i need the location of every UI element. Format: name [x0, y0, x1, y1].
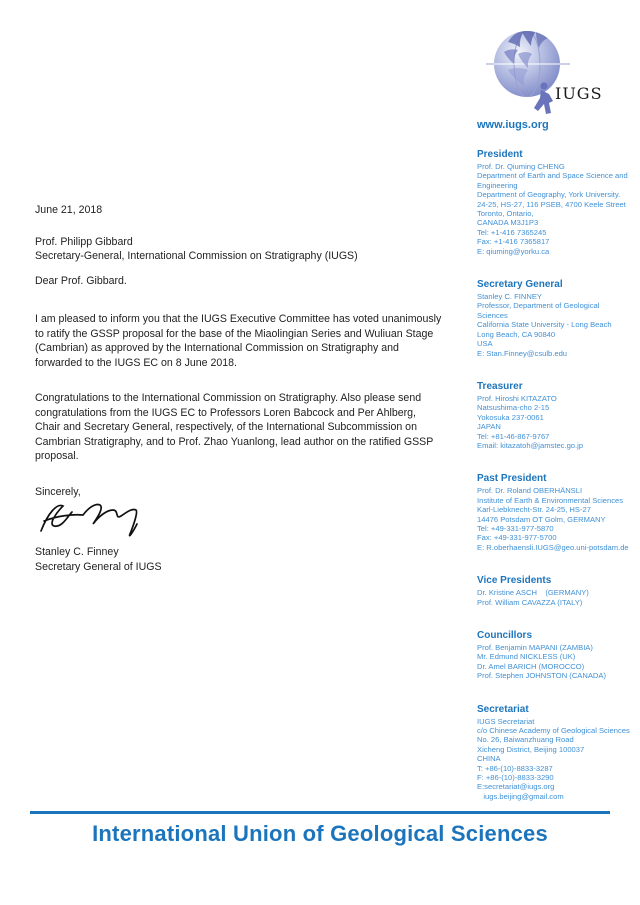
signature-image [37, 495, 155, 541]
sidebar-section-title: Secretariat [477, 703, 529, 715]
sidebar-line: iugs.beijing@gmail.com [477, 791, 564, 801]
letter-date: June 21, 2018 [35, 204, 103, 216]
sidebar-line: Tel: +81-46-867-9767 [477, 431, 550, 441]
sidebar-line: IUGS Secretariat [477, 716, 535, 726]
sidebar-line: Email: kitazatoh@jamstec.go.jp [477, 440, 584, 450]
recipient-line: Secretary-General, International Commission on Stratigraphy (IUGS) [35, 250, 358, 262]
sidebar-line: Karl-Liebknecht-Str. 24-25, HS-27 [477, 505, 591, 515]
paragraph-line: to ratify the GSSP proposal for the base of the Miaolingian Series and Wuliuan Stage [35, 327, 434, 340]
sidebar-line: Fax: +49-331-977-5700 [477, 533, 557, 543]
sidebar-line: E: R.oberhaensli.IUGS@geo.uni-potsdam.de [477, 542, 629, 552]
sidebar-section-title: Councillors [477, 630, 533, 641]
sidebar-section-secretariat [477, 704, 637, 802]
paragraph-line: Chair and Secretary General, respectively, of the International Subcommission on [35, 421, 417, 433]
sidebar-line: E: Stan.Finney@csulb.edu [477, 348, 568, 358]
sidebar-line: Prof. Benjamin MAPANI (ZAMBIA) [477, 643, 593, 652]
sidebar-line: Fax: +1-416 7365817 [477, 237, 550, 247]
sidebar-section-title: President [477, 149, 523, 160]
sidebar-line: Prof. William CAVAZZA (ITALY) [477, 597, 583, 607]
sidebar-line: Prof. Dr. Qiuming CHENG [477, 162, 565, 171]
logo-wordmark: IUGS [555, 84, 603, 103]
sidebar-line: F: +86-(10)-8833-3290 [477, 773, 554, 783]
sidebar-section-vice-presidents [477, 575, 637, 607]
signer-title: Secretary General of IUGS [35, 560, 162, 573]
sidebar-line: Tel: +1-416 7365245 [477, 227, 547, 237]
letter-closing: Sincerely, [35, 485, 81, 498]
footer-divider [30, 811, 610, 814]
sidebar-line: Prof. Hiroshi KITAZATO [477, 393, 557, 403]
letter-recipient [35, 235, 459, 264]
paragraph-line: I am pleased to inform you that the IUGS Executive Committee has voted unanimously [35, 313, 442, 325]
sidebar-line: Professor, Department of Geological [477, 301, 600, 311]
sidebar-line: Department of Earth and Space Science and [477, 171, 628, 181]
sidebar-line: Yokosuka 237-0061 [477, 412, 544, 422]
sidebar-section-title: Past President [477, 473, 547, 485]
sidebar-line: E: qiuming@yorku.ca [477, 246, 550, 256]
sidebar-line: JAPAN [477, 422, 501, 432]
paragraph-line: (Cambrian) as approved by the International Commission on Stratigraphy and [35, 342, 399, 354]
sidebar-line: USA [477, 339, 493, 349]
sidebar-line: 24-25, HS-27, 116 PSEB, 4700 Keele Street [477, 199, 626, 209]
paragraph-line: Congratulations to the International Commission on Stratigraphy. Also please send [35, 392, 422, 404]
paragraph-line: forwarded to the IUGS EC on 8 June 2018. [35, 356, 237, 369]
sidebar-section-councillors [477, 630, 637, 681]
sidebar-line: CANADA M3J1P3 [477, 218, 539, 228]
sidebar-line: Mr. Edmund NICKLESS (UK) [477, 652, 576, 662]
sidebar-section-treasurer [477, 381, 637, 450]
sidebar-line: Long Beach, CA 90840 [477, 329, 556, 339]
sidebar-line: Dr. Amel BARICH (MOROCCO) [477, 661, 585, 671]
sidebar-line: Toronto, Ontario, [477, 209, 534, 219]
paragraph-line: Cambrian Stratigraphy, and to Prof. Zhao Yuanlong, lead author on the ratified GSSP [35, 435, 434, 448]
sidebar-section-title: Secretary General [477, 279, 563, 291]
letter-paragraphs [35, 312, 459, 464]
sidebar-line: Engineering [477, 180, 518, 190]
sidebar-line: Dr. Kristine ASCH (GERMANY) [477, 588, 589, 598]
sidebar-line: CHINA [477, 754, 501, 764]
footer-title: International Union of Geological Sciences [92, 821, 548, 846]
sidebar-line: No. 26, Baiwanzhuang Road [477, 735, 574, 745]
website-link[interactable]: www.iugs.org [477, 119, 549, 131]
sidebar-line: c/o Chinese Academy of Geological Sciences [477, 726, 630, 736]
letter-body [35, 203, 459, 574]
sidebar-line: Natsushima-cho 2-15 [477, 403, 550, 413]
sidebar-line: 14476 Potsdam OT Golm, GERMANY [477, 514, 606, 524]
sidebar-line: T: +86-(10)-8833-3287 [477, 763, 553, 773]
iugs-logo [478, 12, 628, 117]
sidebar-section-president [477, 149, 637, 256]
sidebar-line: Tel: +49-331-977-5870 [477, 523, 554, 533]
letter-salutation: Dear Prof. Gibbard. [35, 274, 127, 287]
sidebar-line: California State University - Long Beach [477, 320, 612, 330]
officers-sidebar [477, 149, 637, 824]
sidebar-line: Sciences [477, 310, 508, 320]
letter-paragraph [35, 391, 459, 464]
sidebar-section-title: Vice Presidents [477, 575, 552, 587]
letter-paragraph [35, 312, 459, 370]
recipient-line: Prof. Philipp Gibbard [35, 235, 133, 248]
sidebar-line: Prof. Dr. Roland OBERHÄNSLI [477, 486, 583, 496]
paragraph-line: congratulations from the IUGS EC to Professors Loren Babcock and Per Ahlberg, [35, 406, 416, 419]
sidebar-line: Stanley C. FINNEY [477, 292, 542, 302]
signer-name: Stanley C. Finney [35, 546, 119, 558]
sidebar-line: Xicheng District, Beijing 100037 [477, 744, 585, 754]
paragraph-line: proposal. [35, 450, 79, 462]
sidebar-section-secretary-general [477, 279, 637, 358]
sidebar-line: Department of Geography, York University. [477, 190, 621, 200]
sidebar-line: Prof. Stephen JOHNSTON (CANADA) [477, 671, 606, 681]
sidebar-line: Institute of Earth & Environmental Sciences [477, 495, 624, 505]
sidebar-section-past-president [477, 473, 637, 552]
sidebar-section-title: Treasurer [477, 380, 523, 392]
sidebar-line: E:secretariat@iugs.org [477, 782, 555, 792]
